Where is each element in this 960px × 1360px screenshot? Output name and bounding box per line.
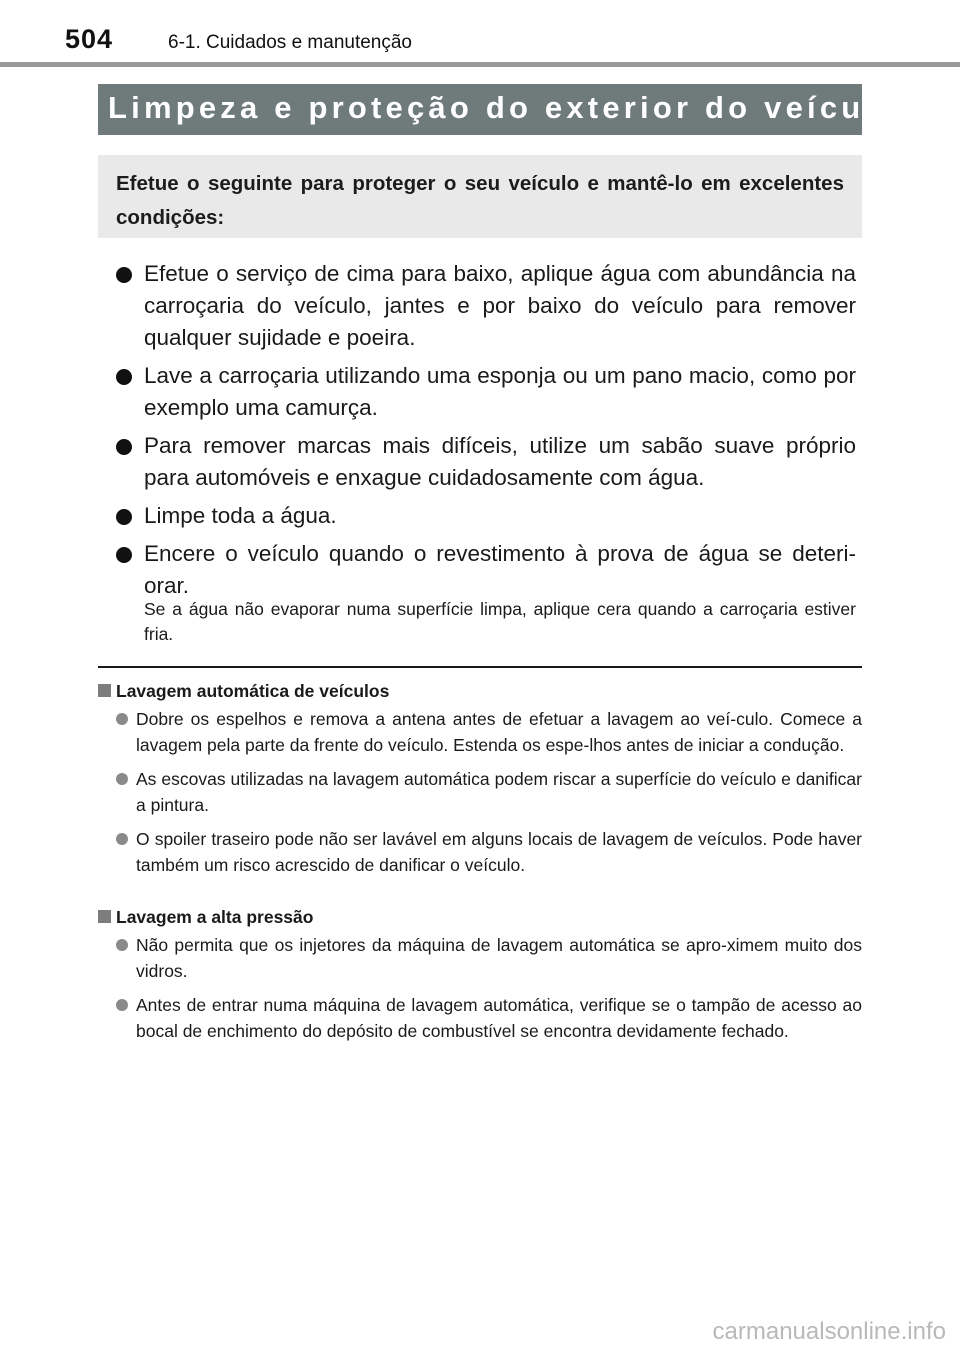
dot-bullet-icon — [116, 833, 128, 845]
main-instruction-list — [116, 258, 856, 604]
title-banner — [98, 84, 901, 135]
intro-text: Efetue o seguinte para proteger o seu veículo e mantê-lo em excelentes condições: — [116, 172, 844, 229]
list-item-text: As escovas utilizadas na lavagem automática podem riscar a superfície do veículo e danificar a pintura. — [136, 769, 862, 815]
list-item-text: Para remover marcas mais difíceis, utilize um sabão suave próprio para automóveis e enxague cuidadosamente com água. — [144, 433, 856, 490]
list-item — [116, 430, 856, 494]
list-item — [116, 538, 856, 602]
bullet-icon — [116, 509, 132, 525]
watermark-text: carmanualsonline.info — [712, 1318, 946, 1345]
list-item-text: O spoiler traseiro pode não ser lavável em alguns locais de lavagem de veículos. Pode haver também um risco acrescido de danificar o veículo. — [136, 829, 862, 875]
list-item — [116, 258, 856, 354]
intro-box — [98, 155, 862, 238]
list-item — [98, 766, 862, 818]
dot-bullet-icon — [116, 773, 128, 785]
dot-bullet-icon — [116, 939, 128, 951]
list-item-text: Antes de entrar numa máquina de lavagem automática, verifique se o tampão de acesso ao bocal de enchimento do depósito de combustível se encontra devidamente fechado. — [136, 995, 862, 1041]
subsection-title — [98, 678, 862, 704]
list-item-text: Dobre os espelhos e remova a antena antes de efetuar a lavagem ao veí-culo. Comece a lavagem pela parte da frente do veículo. Estenda os espe-lhos antes de iniciar a condução. — [136, 709, 862, 755]
page-header — [0, 0, 960, 70]
subsection-list — [98, 706, 862, 878]
subsection-title-text: Lavagem a alta pressão — [116, 907, 314, 927]
list-item — [98, 932, 862, 984]
list-item — [116, 500, 856, 532]
list-item — [116, 360, 856, 424]
list-item — [98, 706, 862, 758]
list-item-text: Encere o veículo quando o revestimento à prova de água se deteri-orar. — [144, 541, 856, 598]
subsection-list — [98, 932, 862, 1044]
bullet-icon — [116, 267, 132, 283]
note-text: Se a água não evaporar numa superfície limpa, aplique cera quando a carroçaria estiver fria. — [144, 599, 856, 644]
list-item-text: Lave a carroçaria utilizando uma esponja ou um pano macio, como por exemplo uma camurça. — [144, 363, 856, 420]
header-divider — [0, 62, 960, 67]
subsection-title — [98, 904, 862, 930]
list-item-text: Limpe toda a água. — [144, 503, 337, 528]
list-item-text: Efetue o serviço de cima para baixo, aplique água com abundância na carroçaria do veículo, jantes e por baixo do veículo para remover qualquer sujidade e poeira. — [144, 261, 856, 350]
square-bullet-icon — [98, 684, 111, 697]
bullet-icon — [116, 547, 132, 563]
square-bullet-icon — [98, 910, 111, 923]
section-label: 6-1. Cuidados e manutenção — [168, 32, 412, 53]
list-item — [98, 992, 862, 1044]
subsection-title-text: Lavagem automática de veículos — [116, 681, 390, 701]
bullet-icon — [116, 439, 132, 455]
dot-bullet-icon — [116, 999, 128, 1011]
list-item-text: Não permita que os injetores da máquina de lavagem automática se apro-ximem muito dos vidros. — [136, 935, 862, 981]
list-item — [98, 826, 862, 878]
page-title: Limpeza e proteção do exterior do veículo — [108, 90, 901, 125]
high-pressure-wash-section — [98, 904, 862, 1052]
automatic-wash-section — [98, 678, 862, 886]
dot-bullet-icon — [116, 713, 128, 725]
section-divider — [98, 666, 862, 668]
bullet-icon — [116, 369, 132, 385]
page-number: 504 — [65, 24, 114, 54]
